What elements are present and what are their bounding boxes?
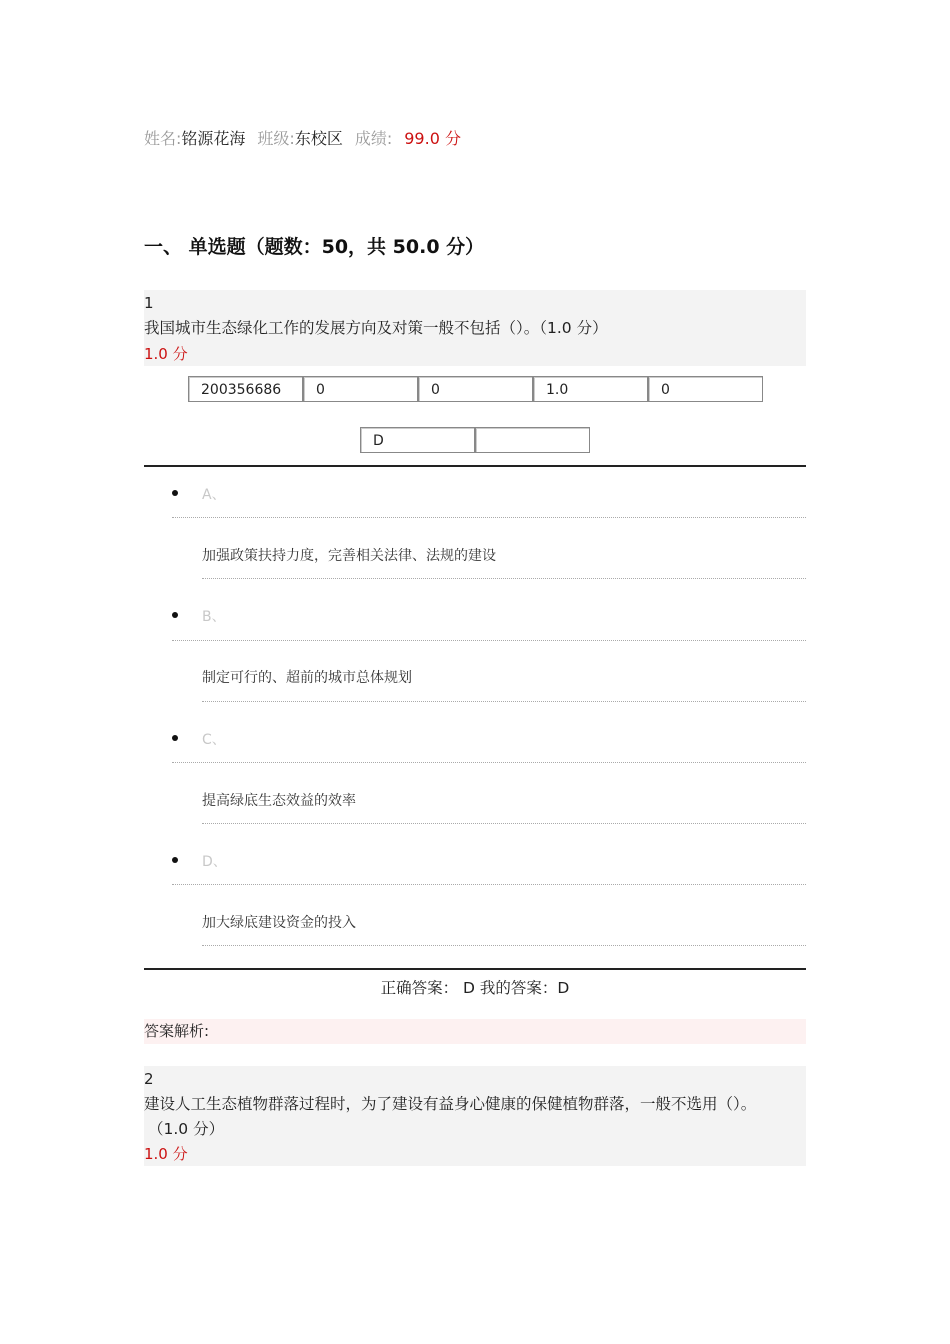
option-a-label[interactable]: A、 — [202, 487, 226, 503]
option-d-text[interactable]: 加大绿底建设资金的投入 — [202, 915, 356, 931]
dotted-divider — [172, 884, 806, 885]
bullet-icon — [172, 857, 178, 863]
dotted-divider — [172, 762, 806, 763]
score-label: 成绩: — [354, 129, 393, 148]
table-cell: 0 — [648, 376, 763, 402]
dotted-divider — [202, 945, 806, 946]
answer-analysis: 答案解析: — [144, 1019, 806, 1044]
score-value: 99.0 分 — [404, 129, 461, 148]
answer-line: 正确答案： D 我的答案：D — [380, 979, 570, 997]
dotted-divider — [172, 640, 806, 641]
question-1-text: 我国城市生态绿化工作的发展方向及对策一般不包括（）。（1.0 分） — [144, 319, 608, 337]
divider — [144, 465, 806, 467]
question-2-header — [144, 1066, 806, 1166]
question-2-score: 1.0 分 — [144, 1145, 188, 1163]
table-cell: 0 — [418, 376, 533, 402]
table-cell — [475, 427, 590, 453]
bullet-icon — [172, 490, 178, 496]
student-info — [144, 126, 461, 149]
question-1-number: 1 — [144, 294, 154, 312]
name-label: 姓名: — [144, 129, 182, 148]
option-b-text[interactable]: 制定可行的、超前的城市总体规划 — [202, 670, 412, 686]
section-title: 一、 单选题（题数：50，共 50.0 分） — [144, 236, 485, 258]
question-2-number: 2 — [144, 1070, 154, 1088]
question-2-points: （1.0 分） — [148, 1120, 225, 1138]
option-c-text[interactable]: 提高绿底生态效益的效率 — [202, 793, 356, 809]
name-value: 铭源花海 — [181, 129, 246, 148]
question-2-text: 建设人工生态植物群落过程时，为了建设有益身心健康的保健植物群落，一般不选用（）。 — [144, 1095, 757, 1113]
table-cell: 1.0 — [533, 376, 648, 402]
bullet-icon — [172, 612, 178, 618]
dotted-divider — [202, 578, 806, 579]
dotted-divider — [202, 823, 806, 824]
option-d-label[interactable]: D、 — [202, 854, 227, 870]
class-label: 班级: — [257, 129, 295, 148]
option-a-text[interactable]: 加强政策扶持力度，完善相关法律、法规的建设 — [202, 548, 496, 564]
question-1-header — [144, 290, 806, 366]
option-c-label[interactable]: C、 — [202, 732, 226, 748]
bullet-icon — [172, 735, 178, 741]
question-1-score: 1.0 分 — [144, 345, 188, 363]
table-cell: 200356686 — [188, 376, 303, 402]
divider — [144, 968, 806, 970]
option-b-label[interactable]: B、 — [202, 609, 226, 625]
table-cell: D — [360, 427, 475, 453]
class-value: 东校区 — [294, 129, 343, 148]
dotted-divider — [172, 517, 806, 518]
table-cell: 0 — [303, 376, 418, 402]
dotted-divider — [202, 701, 806, 702]
